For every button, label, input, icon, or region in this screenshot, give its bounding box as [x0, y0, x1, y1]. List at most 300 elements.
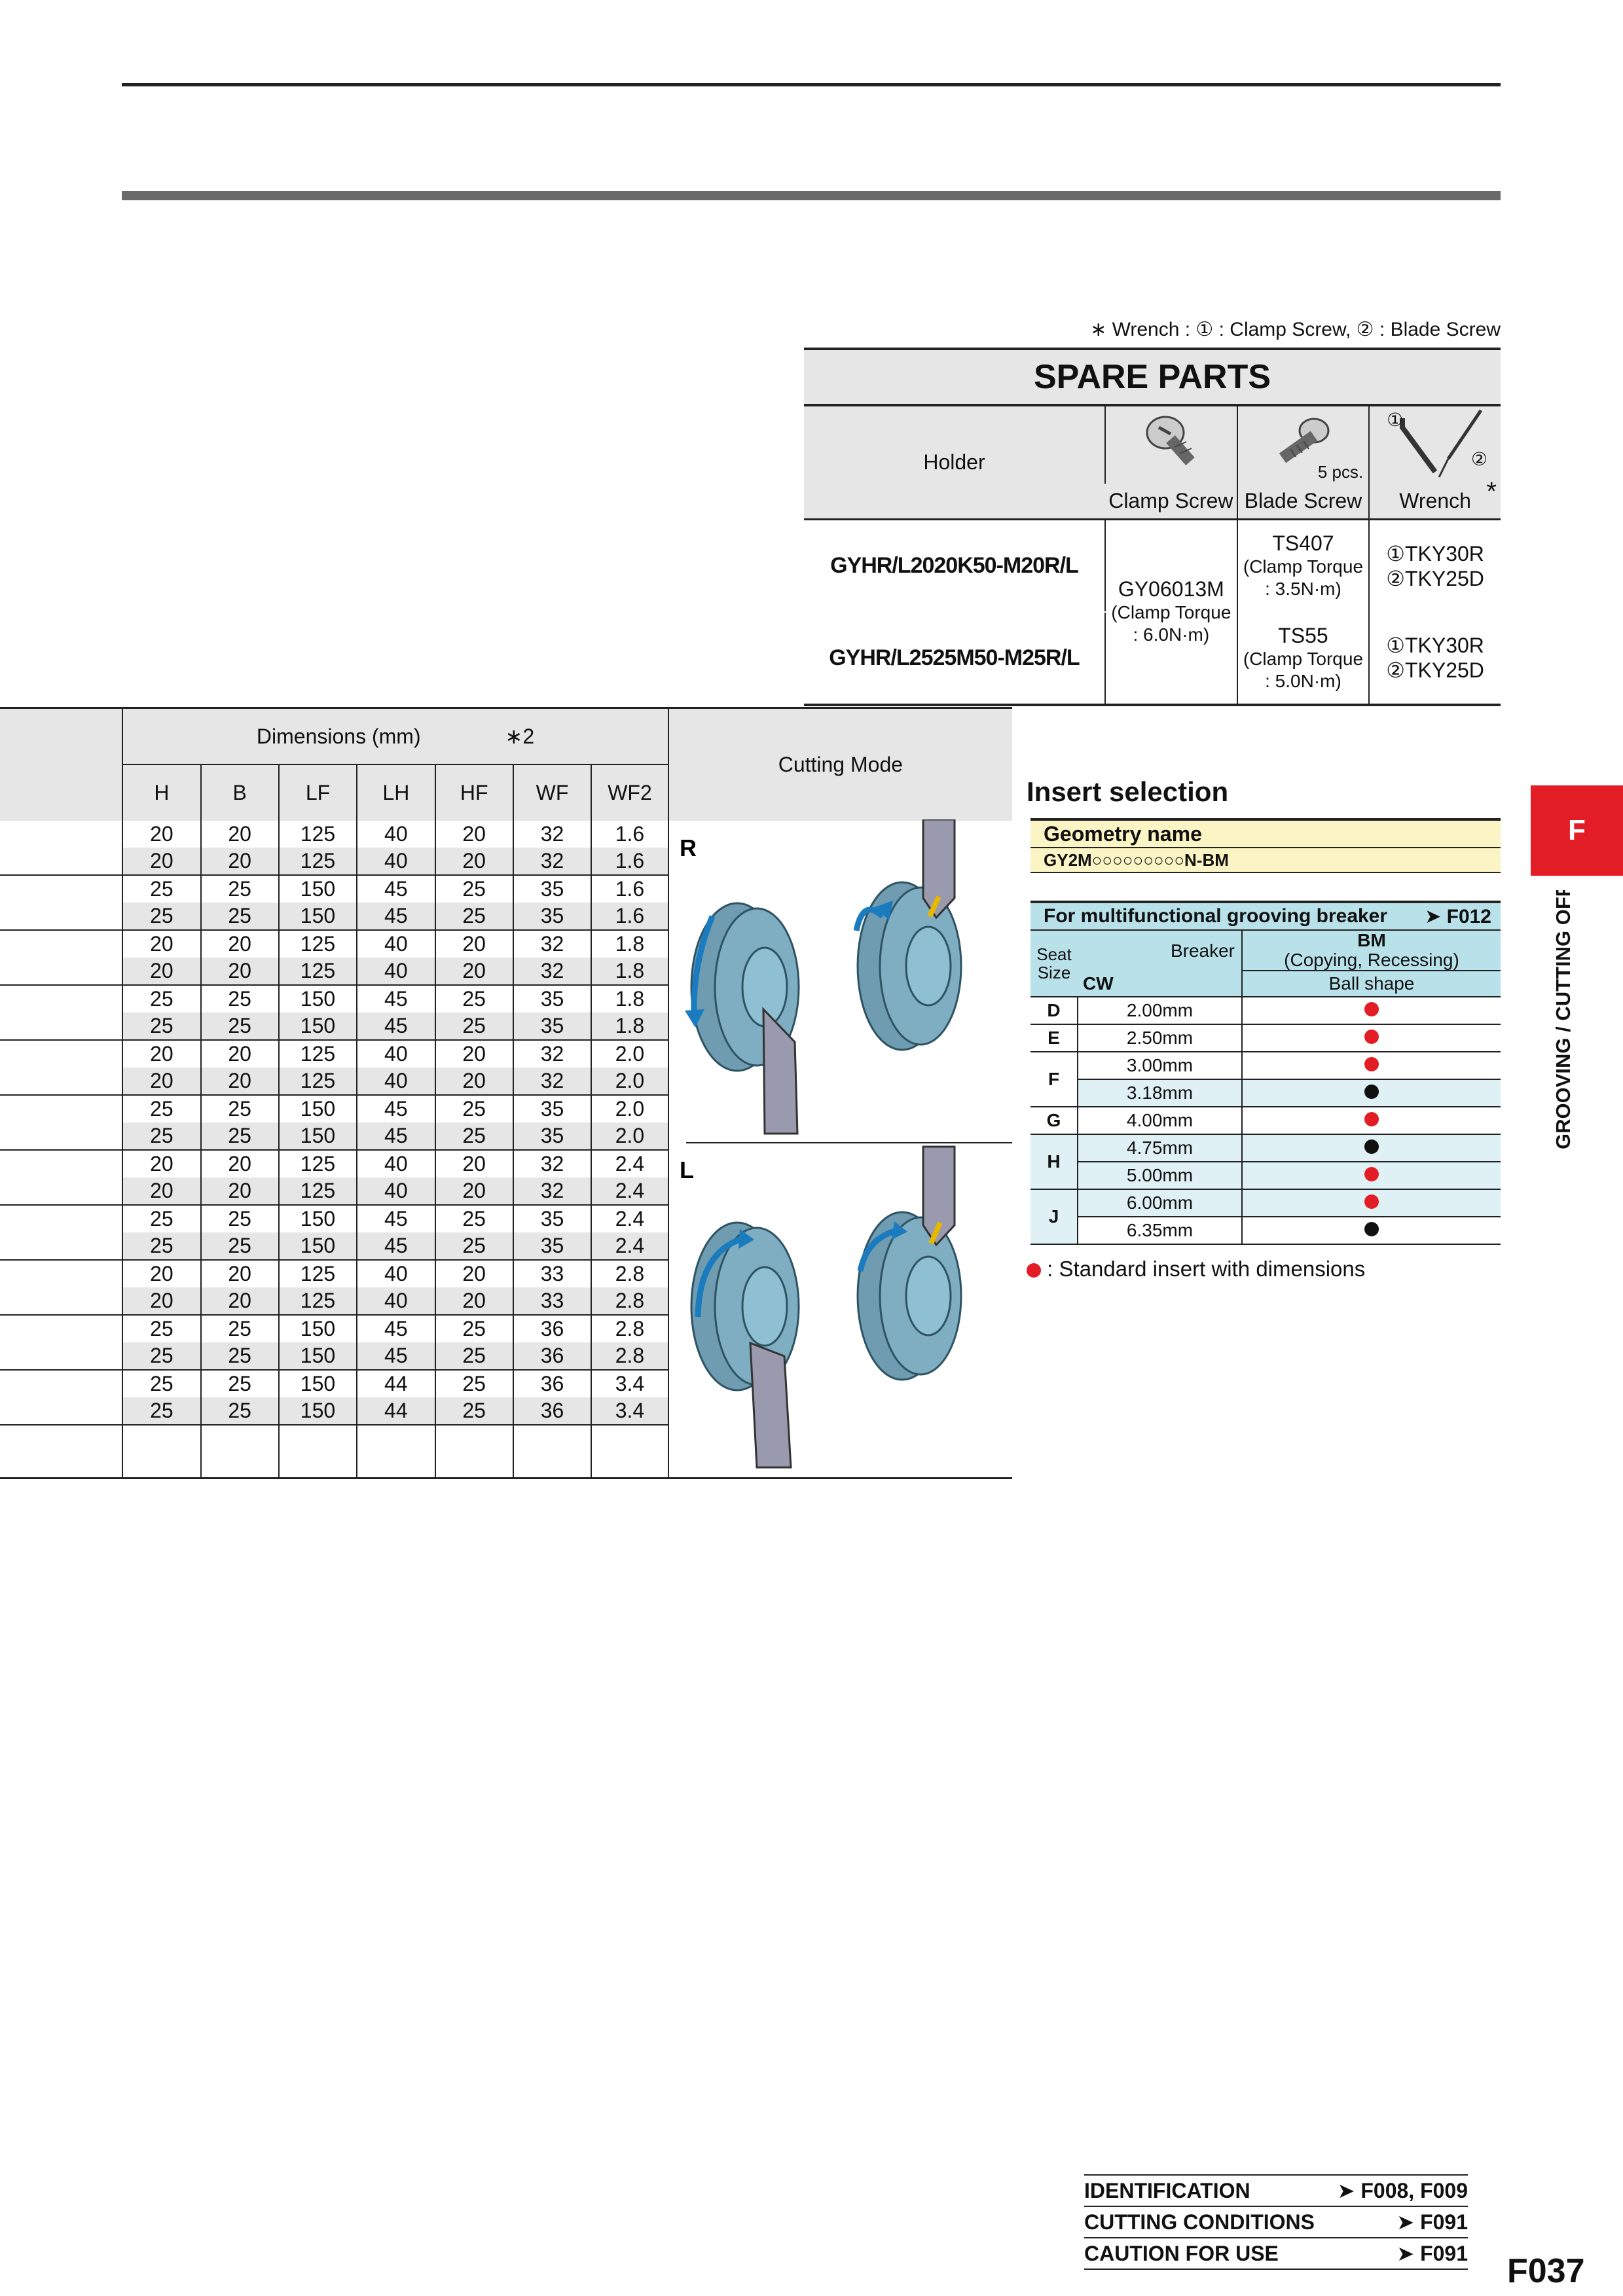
ref-label-1: IDENTIFICATION	[1084, 2179, 1250, 2202]
cw-cell: 4.75mm	[1078, 1134, 1242, 1162]
dim-cell	[201, 1095, 279, 1150]
dim-cell	[201, 1150, 279, 1205]
dim-cell	[201, 1315, 279, 1370]
dim-value: 20	[462, 1041, 486, 1066]
dim-cell	[435, 821, 513, 875]
clamp-screw-icon	[1105, 405, 1237, 484]
row-label-cell	[0, 930, 122, 985]
dim-value: 36	[514, 1397, 591, 1424]
dim-value: 125	[280, 848, 356, 874]
breaker-table	[1030, 901, 1501, 1245]
seat-size-cell: G	[1030, 1107, 1078, 1134]
header-bar	[122, 191, 1501, 200]
dim-value: 36	[514, 1342, 591, 1369]
availability-dot	[1364, 1194, 1379, 1209]
dim-cell	[357, 1315, 435, 1370]
dim-cell	[435, 875, 513, 930]
dim-value: 125	[300, 1261, 336, 1285]
wrench-header	[1369, 477, 1501, 519]
wrench-note: ∗ Wrench : ① : Clamp Screw, ② : Blade Screw	[1090, 319, 1501, 340]
dim-value: 125	[300, 1151, 336, 1175]
dim-cell	[591, 1205, 668, 1260]
dim-cell	[279, 1315, 357, 1370]
dim-cell	[279, 1260, 357, 1315]
dim-value: 25	[123, 1013, 200, 1039]
availability-dot	[1364, 1167, 1379, 1181]
dim-value: 25	[462, 1096, 486, 1121]
dim-value: 150	[280, 903, 356, 929]
col-header-wf: WF	[513, 764, 591, 821]
workpiece-l-left	[691, 1223, 799, 1467]
dim-cell	[279, 821, 357, 875]
dim-cell	[357, 821, 435, 875]
wrench-mark-2: ②	[1470, 449, 1487, 469]
legend-red-dot	[1027, 1263, 1041, 1278]
dim-cell	[279, 1040, 357, 1095]
empty-cell	[279, 1425, 357, 1479]
dim-value: 1.8	[592, 1013, 668, 1039]
dim-value: 2.8	[592, 1342, 668, 1369]
dim-value: 150	[280, 1232, 356, 1259]
section-label	[1531, 890, 1603, 1152]
dim-cell	[435, 1150, 513, 1205]
dim-cell	[279, 875, 357, 930]
dim-value: 3.4	[592, 1397, 668, 1424]
blade-screw-header: Blade Screw	[1237, 484, 1369, 519]
spare-parts-title: SPARE PARTS	[804, 349, 1501, 405]
dim-cell	[513, 1150, 591, 1205]
cw-header: CW	[1078, 971, 1242, 997]
dimensions-header-mark: ∗2	[505, 724, 535, 748]
col-header-wf2: WF2	[591, 764, 668, 821]
availability-cell	[1242, 1024, 1501, 1052]
dim-value: 32	[514, 1177, 591, 1204]
breaker-row	[1030, 1134, 1501, 1162]
col-header-hf: HF	[435, 764, 513, 821]
dim-cell	[122, 1150, 200, 1205]
blade-screw-1	[1237, 519, 1369, 612]
dim-value: 2.8	[592, 1287, 668, 1314]
cw-cell: 6.00mm	[1078, 1189, 1242, 1217]
row-label-cell	[0, 875, 122, 930]
geometry-label: Geometry name	[1030, 821, 1501, 848]
dim-value: 35	[514, 1232, 591, 1259]
dim-value: 25	[202, 903, 278, 929]
dim-cell	[357, 1040, 435, 1095]
holder-1: GYHR/L2020K50-M20R/L	[804, 519, 1105, 612]
dim-value: 40	[384, 1261, 408, 1285]
dim-value: 25	[462, 876, 486, 901]
breaker-row	[1030, 1024, 1501, 1052]
dim-value: 2.0	[592, 1122, 668, 1149]
holder-header: Holder	[804, 405, 1105, 519]
blank-col-header	[0, 764, 122, 821]
top-rule	[122, 83, 1501, 86]
dim-value: 25	[150, 1096, 173, 1121]
dim-cell	[201, 1370, 279, 1425]
dim-value: 32	[540, 1041, 564, 1066]
dim-value: 20	[202, 848, 278, 874]
breaker-row	[1030, 1162, 1501, 1189]
dim-value: 25	[150, 1206, 173, 1230]
dim-cell	[513, 985, 591, 1040]
availability-cell	[1242, 1189, 1501, 1217]
dim-value: 20	[123, 848, 200, 874]
col-header-h: H	[122, 764, 200, 821]
dim-cell	[357, 1260, 435, 1315]
dim-cell	[201, 821, 279, 875]
dim-value: 150	[280, 1013, 356, 1039]
dim-value: 25	[436, 1232, 513, 1259]
empty-cell	[122, 1425, 200, 1479]
page-number: F037	[1507, 2252, 1585, 2290]
dim-value: 33	[540, 1261, 564, 1285]
dim-value: 1.6	[592, 903, 668, 929]
dim-value: 45	[357, 1342, 434, 1369]
dim-cell	[513, 1370, 591, 1425]
empty-cell	[591, 1425, 668, 1479]
dim-value: 125	[300, 1041, 336, 1066]
dim-value: 25	[123, 1342, 200, 1369]
blade-code-1: TS407	[1272, 531, 1334, 556]
workpiece-l-right	[858, 1147, 961, 1380]
dim-cell	[122, 1370, 200, 1425]
dim-value: 1.6	[615, 821, 645, 846]
wrench-1a: ①TKY30R	[1386, 541, 1484, 565]
dim-cell	[357, 930, 435, 985]
dim-value: 32	[540, 821, 564, 846]
dim-value: 35	[540, 1206, 564, 1230]
dim-value: 25	[436, 903, 513, 929]
dim-value: 25	[123, 1122, 200, 1149]
dim-cell	[357, 1095, 435, 1150]
ref-identification[interactable]	[1084, 2174, 1468, 2206]
clamp-torque-2: : 6.0N·m)	[1133, 624, 1210, 645]
dim-value: 2.0	[615, 1041, 645, 1066]
dim-cell	[591, 875, 668, 930]
seat-size-header: Seat Size	[1030, 930, 1078, 997]
dim-value: 25	[228, 986, 251, 1011]
row-label-cell	[0, 1315, 122, 1370]
geometry-value: GY2M○○○○○○○○○N-BM	[1030, 848, 1501, 873]
dim-value: 150	[300, 876, 336, 901]
blade-torque-1a: (Clamp Torque	[1243, 556, 1364, 577]
wrench-star: *	[1486, 477, 1497, 506]
dim-value: 36	[540, 1316, 564, 1340]
dim-cell	[201, 1205, 279, 1260]
bm-header	[1242, 930, 1501, 971]
blade-torque-1b: : 3.5N·m)	[1265, 579, 1341, 600]
dim-value: 150	[300, 1316, 336, 1340]
dim-value: 25	[202, 1013, 278, 1039]
dim-value: 33	[514, 1287, 591, 1314]
ref-page-1: ➤ F008, F009	[1337, 2179, 1468, 2202]
cw-cell: 2.50mm	[1078, 1024, 1242, 1052]
empty-cell	[357, 1425, 435, 1479]
dim-value: 150	[280, 1122, 356, 1149]
dim-cell	[122, 930, 200, 985]
dim-value: 40	[357, 1177, 434, 1204]
dim-value: 20	[150, 821, 173, 846]
breaker-row	[1030, 1189, 1501, 1217]
dim-value: 125	[280, 1177, 356, 1204]
wrench-header-label: Wrench	[1399, 488, 1471, 512]
ref-label-3: CAUTION FOR USE	[1084, 2242, 1279, 2265]
cw-cell: 6.35mm	[1078, 1217, 1242, 1244]
empty-cell	[435, 1425, 513, 1479]
row-label-cell	[0, 1260, 122, 1315]
legend	[1027, 1257, 1365, 1282]
dim-value: 45	[384, 876, 408, 901]
dim-value: 125	[280, 958, 356, 984]
cw-cell: 3.18mm	[1078, 1079, 1242, 1107]
dim-cell	[513, 1095, 591, 1150]
holder-2: GYHR/L2525M50-M25R/L	[804, 612, 1105, 705]
dim-value: 150	[300, 986, 336, 1011]
dim-value: 45	[384, 1096, 408, 1121]
cw-cell: 3.00mm	[1078, 1052, 1242, 1079]
row-label-cell	[0, 1205, 122, 1260]
legend-text: : Standard insert with dimensions	[1047, 1257, 1366, 1281]
reference-links	[1084, 2174, 1468, 2270]
dim-cell	[513, 821, 591, 875]
dim-value: 20	[462, 1261, 486, 1285]
dim-cell	[513, 1040, 591, 1095]
pcs-label: 5 pcs.	[1317, 462, 1364, 482]
dim-cell	[279, 1095, 357, 1150]
empty-cell	[513, 1425, 591, 1479]
dim-cell	[513, 1260, 591, 1315]
dim-value: 36	[540, 1371, 564, 1395]
dim-value: 32	[514, 848, 591, 874]
wrench-icon	[1369, 405, 1501, 484]
blade-torque-2b: : 5.0N·m)	[1265, 670, 1341, 691]
dim-cell	[122, 985, 200, 1040]
dim-value: 32	[514, 958, 591, 984]
dim-value: 20	[202, 958, 278, 984]
dim-value: 44	[384, 1371, 408, 1395]
availability-cell	[1242, 1079, 1501, 1107]
availability-dot	[1364, 1057, 1379, 1071]
dim-cell	[513, 1205, 591, 1260]
dim-value: 45	[357, 903, 434, 929]
availability-cell	[1242, 1217, 1501, 1244]
dim-value: 2.8	[615, 1261, 645, 1285]
dim-cell	[279, 1370, 357, 1425]
dim-value: 25	[123, 1232, 200, 1259]
blade-code-2: TS55	[1278, 623, 1328, 647]
blade-torque-2a: (Clamp Torque	[1243, 648, 1364, 669]
clamp-screw-cell	[1105, 519, 1237, 705]
dim-value: 40	[384, 931, 408, 956]
availability-cell	[1242, 1162, 1501, 1189]
cw-cell: 2.00mm	[1078, 997, 1242, 1024]
dim-cell	[122, 1315, 200, 1370]
wrench-2a: ①TKY30R	[1386, 634, 1484, 657]
ref-page-3: ➤ F091	[1396, 2242, 1468, 2265]
availability-dot	[1364, 1030, 1379, 1044]
dim-value: 1.6	[615, 876, 645, 901]
dim-cell	[513, 875, 591, 930]
breaker-row	[1030, 1217, 1501, 1244]
dim-value: 25	[150, 1316, 173, 1340]
breaker-diag-label: Breaker	[1078, 930, 1242, 971]
dim-cell	[279, 1205, 357, 1260]
availability-cell	[1242, 997, 1501, 1024]
wrench-1	[1369, 519, 1501, 612]
dimensions-header-label: Dimensions (mm)	[256, 724, 421, 748]
dim-cell	[435, 1370, 513, 1425]
workpiece-r-right	[856, 819, 961, 1050]
dim-value: 1.8	[592, 958, 668, 984]
dim-cell	[591, 1370, 668, 1425]
dim-value: 20	[228, 931, 251, 956]
dim-value: 2.8	[615, 1316, 645, 1340]
dim-value: 20	[123, 958, 200, 984]
dim-value: 35	[514, 903, 591, 929]
dim-value: 150	[280, 1342, 356, 1369]
ball-shape-header: Ball shape	[1242, 971, 1501, 997]
seat-size-cell: J	[1030, 1189, 1078, 1244]
dim-value: 45	[384, 1316, 408, 1340]
dim-cell	[591, 985, 668, 1040]
availability-dot	[1364, 1139, 1379, 1154]
dim-cell	[357, 985, 435, 1040]
dim-value: 25	[436, 1342, 513, 1369]
ref-cutting-conditions[interactable]	[1084, 2206, 1468, 2237]
dim-value: 20	[462, 931, 486, 956]
dim-value: 25	[436, 1013, 513, 1039]
dim-value: 32	[540, 1151, 564, 1175]
dim-value: 25	[150, 1371, 173, 1395]
dim-value: 45	[384, 986, 408, 1011]
dim-value: 125	[280, 1067, 356, 1094]
section-tab: F	[1531, 785, 1623, 876]
wrench-mark-1: ①	[1387, 410, 1404, 430]
clamp-screw-code: GY06013M	[1118, 577, 1224, 601]
dim-cell	[357, 1205, 435, 1260]
breaker-band-ref: ➤ F012	[1425, 905, 1491, 927]
dim-value: 20	[436, 848, 513, 874]
wrench-2b: ②TKY25D	[1386, 658, 1484, 682]
blank-header	[0, 708, 122, 764]
dim-cell	[591, 1040, 668, 1095]
dim-value: 25	[462, 1206, 486, 1230]
row-label-cell	[0, 1040, 122, 1095]
dim-cell	[122, 1260, 200, 1315]
dim-value: 125	[300, 931, 336, 956]
dim-cell	[591, 1150, 668, 1205]
dim-value: 20	[228, 821, 251, 846]
dim-value: 35	[540, 986, 564, 1011]
dim-cell	[513, 930, 591, 985]
ref-caution[interactable]	[1084, 2237, 1468, 2270]
dim-cell	[201, 985, 279, 1040]
dim-value: 25	[462, 1316, 486, 1340]
wrench-1b: ②TKY25D	[1386, 566, 1484, 590]
dim-cell	[279, 930, 357, 985]
dim-value: 3.4	[615, 1371, 645, 1395]
dim-value: 40	[357, 1067, 434, 1094]
spare-parts-table	[804, 348, 1501, 706]
dim-cell	[201, 875, 279, 930]
breaker-row	[1030, 997, 1501, 1024]
empty-cell	[201, 1425, 279, 1479]
col-header-lh: LH	[357, 764, 435, 821]
dim-value: 35	[540, 1096, 564, 1121]
dim-value: 45	[357, 1122, 434, 1149]
cw-cell: 4.00mm	[1078, 1107, 1242, 1134]
workpiece-r-left	[685, 903, 799, 1134]
dim-value: 25	[436, 1397, 513, 1424]
dim-value: 25	[202, 1342, 278, 1369]
dim-value: 20	[150, 1261, 173, 1285]
dim-cell	[122, 1205, 200, 1260]
dim-value: 25	[228, 1371, 251, 1395]
dim-value: 44	[357, 1397, 434, 1424]
dim-cell	[122, 875, 200, 930]
availability-dot	[1364, 1222, 1379, 1236]
dim-value: 20	[150, 931, 173, 956]
availability-dot	[1364, 1002, 1379, 1016]
dim-value: 20	[123, 1287, 200, 1314]
dim-cell	[591, 1095, 668, 1150]
empty-cell	[0, 1425, 122, 1479]
row-label-cell	[0, 1370, 122, 1425]
dim-value: 20	[202, 1177, 278, 1204]
dim-value: 1.8	[615, 931, 645, 956]
dim-value: 40	[384, 1151, 408, 1175]
dim-cell	[435, 1260, 513, 1315]
dim-value: 2.4	[592, 1232, 668, 1259]
dim-value: 25	[228, 1206, 251, 1230]
dim-value: 25	[462, 1371, 486, 1395]
dim-cell	[591, 1260, 668, 1315]
dim-cell	[513, 1315, 591, 1370]
dim-value: 25	[123, 1397, 200, 1424]
dim-value: 25	[150, 986, 173, 1011]
dim-value: 25	[202, 1397, 278, 1424]
dim-cell	[201, 1260, 279, 1315]
dim-value: 20	[462, 1151, 486, 1175]
dim-value: 150	[300, 1371, 336, 1395]
availability-cell	[1242, 1052, 1501, 1079]
dim-value: 25	[150, 876, 173, 901]
dim-value: 40	[357, 848, 434, 874]
dim-value: 2.4	[615, 1206, 645, 1230]
dim-value: 40	[384, 1041, 408, 1066]
col-header-b: B	[201, 764, 279, 821]
dim-value: 2.4	[592, 1177, 668, 1204]
bm-sub: (Copying, Recessing)	[1284, 950, 1459, 970]
dim-value: 2.4	[615, 1151, 645, 1175]
clamp-torque-1: (Clamp Torque	[1111, 602, 1231, 623]
row-label-cell	[0, 1095, 122, 1150]
availability-dot	[1364, 1085, 1379, 1099]
dim-value: 20	[462, 821, 486, 846]
dim-value: 32	[540, 931, 564, 956]
cutting-mode-illustrations	[666, 819, 1012, 1469]
dim-value: 1.6	[592, 848, 668, 874]
row-label-cell	[0, 985, 122, 1040]
dim-value: 20	[202, 1067, 278, 1094]
dim-cell	[122, 1040, 200, 1095]
insert-selection-title: Insert selection	[1027, 776, 1229, 807]
dim-value: 20	[150, 1151, 173, 1175]
dim-cell	[201, 930, 279, 985]
dim-value: 35	[540, 876, 564, 901]
col-header-lf: LF	[279, 764, 357, 821]
